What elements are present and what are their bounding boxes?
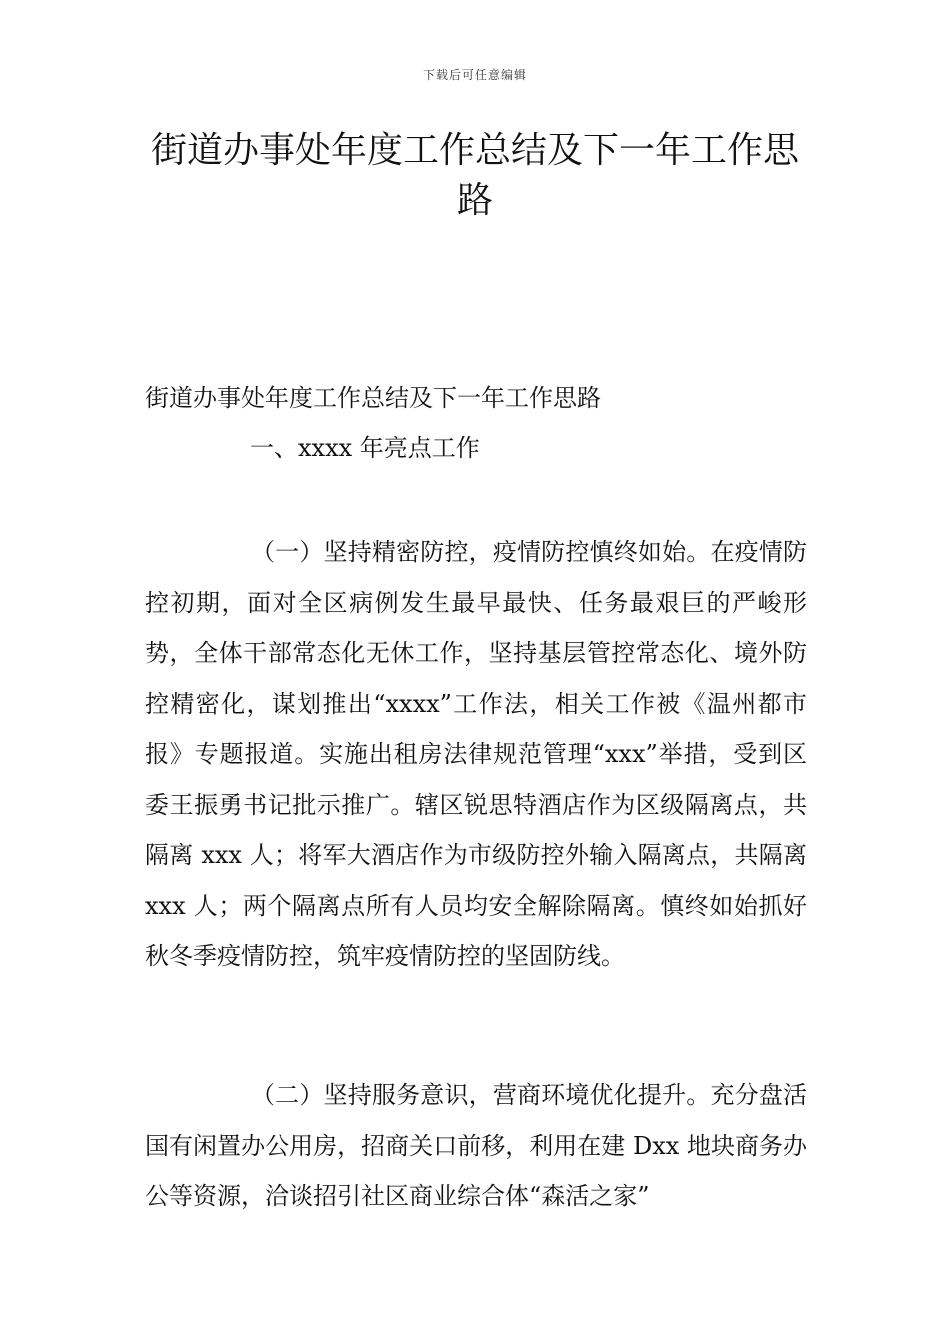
paragraph-business-environment: （二）坚持服务意识，营商环境优化提升。充分盘活国有闲置办公用房，招商关口前移，利用在建 Dxx 地块商务办公等资源，洽谈招引社区商业综合体“森活之家” [145,1081,807,1210]
document-title: 街道办事处年度工作总结及下一年工作思路 [150,130,799,221]
intro-line: 街道办事处年度工作总结及下一年工作思路 [145,384,601,412]
header-note: 下载后可任意编辑 [422,68,527,82]
section-heading: 一、xxxx 年亮点工作 [250,434,480,462]
paragraph-epidemic-control: （一）坚持精密防控，疫情防控慎终如始。在疫情防控初期，面对全区病例发生最早最快、任务最艰巨的严峻形势，全体干部常态化无休工作，坚持基层管控常态化、境外防控精密化，谋划推出“xxxx”工作法，相关工作被《温州都市报》专题报道。实施出租房法律规范管理“xxx”举措，受到区委王振勇书记批示推广。辖区锐思特酒店作为区级隔离点，共隔离 xxx 人；将军大酒店作为市级防控外输入隔离点，共隔离 xxx 人；两个隔离点所有人员均安全解除隔离。慎终如始抓好秋冬季疫情防控，筑牢疫情防控的坚固防线。 [145,538,807,970]
